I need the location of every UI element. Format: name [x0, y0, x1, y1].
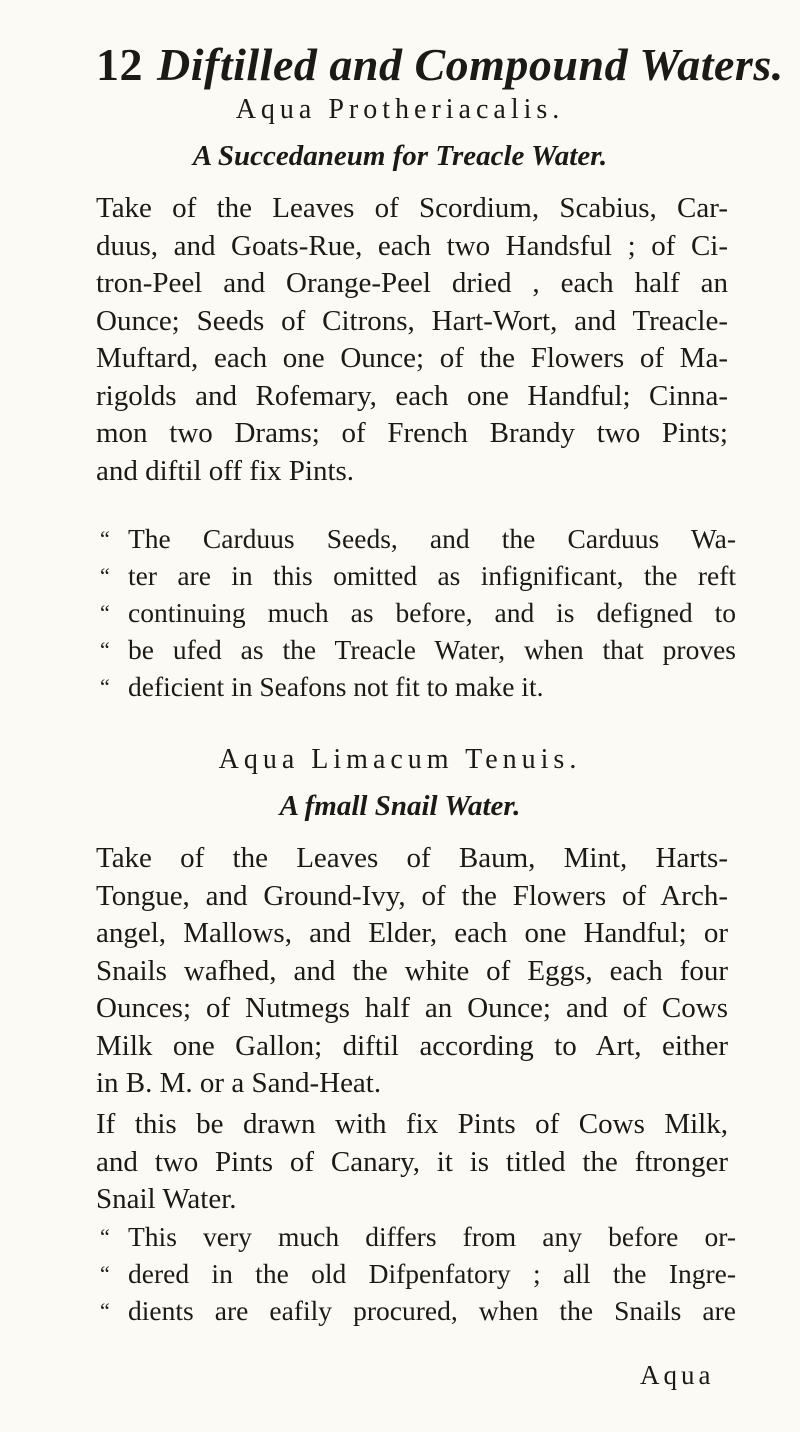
running-title: Diftilled and Compound Waters.	[157, 39, 784, 90]
quote-mark: “	[100, 1298, 110, 1323]
quote-line: “ dered in the old Difpenfatory ; all the Ingre-	[100, 1255, 736, 1292]
quote-mark: “	[100, 563, 110, 588]
running-header	[96, 38, 784, 91]
page-number: 12	[96, 39, 143, 90]
text-line: Snail Water.	[96, 1183, 237, 1215]
quote-line: “ The Carduus Seeds, and the Carduus Wa-	[100, 520, 736, 557]
text-line: mon two Drams; of French Brandy two Pints;	[96, 417, 728, 449]
text-line: Milk one Gallon; diftil according to Art, either	[96, 1029, 728, 1062]
recipe-note	[96, 1106, 728, 1219]
quote-mark: “	[100, 674, 110, 699]
text-line: angel, Mallows, and Elder, each one Handful; or	[96, 917, 728, 949]
quote-mark: “	[100, 637, 110, 662]
quote-line: “ continuing much as before, and is defigned to	[100, 594, 736, 631]
recipe-body	[96, 190, 728, 490]
recipe-heading: Aqua Protheriacalis.	[235, 94, 565, 125]
quote-mark: “	[100, 600, 110, 625]
text-line: and diftil off fix Pints.	[96, 454, 355, 487]
text-line: in B. M. or a Sand-Heat.	[96, 1067, 382, 1099]
quote-line: “ ter are in this omitted as infignificant, the reft	[100, 557, 736, 594]
commentary-quote	[100, 520, 736, 705]
recipe-body	[96, 840, 728, 1103]
text-line: Muftard, each one Ounce; of the Flowers of Ma-	[96, 342, 728, 374]
quote-line: “ deficient in Seafons not fit to make it.	[100, 668, 736, 705]
catchword: Aqua	[640, 1360, 715, 1390]
quote-mark: “	[100, 1261, 110, 1286]
quote-mark: “	[100, 1224, 110, 1249]
text-line: rigolds and Rofemary, each one Handful; Cinna-	[96, 379, 728, 412]
quote-mark: “	[100, 526, 110, 551]
text-line: Tongue, and Ground-Ivy, of the Flowers of Arch-	[96, 879, 728, 912]
text-line: tron-Peel and Orange-Peel dried , each half an	[96, 267, 728, 299]
recipe-subtitle: A Succedaneum for Treacle Water.	[192, 140, 608, 172]
recipe-subtitle: A fmall Snail Water.	[279, 790, 521, 822]
text-line: Ounces; of Nutmegs half an Ounce; and of Cows	[96, 992, 728, 1024]
quote-line: “ dients are eafily procured, when the Snails are	[100, 1292, 736, 1329]
quote-line: “ This very much differs from any before or-	[100, 1218, 736, 1255]
text-line: and two Pints of Canary, it is titled the ftronger	[96, 1145, 728, 1178]
recipe-heading: Aqua Limacum Tenuis.	[218, 744, 582, 775]
text-line: Snails wafhed, and the white of Eggs, each four	[96, 954, 728, 987]
text-line: If this be drawn with fix Pints of Cows Milk,	[96, 1108, 728, 1140]
text-line: Ounce; Seeds of Citrons, Hart-Wort, and Treacle-	[96, 304, 728, 337]
commentary-quote	[100, 1218, 736, 1329]
text-line: Take of the Leaves of Baum, Mint, Harts-	[96, 842, 728, 874]
quote-line: “ be ufed as the Treacle Water, when that proves	[100, 631, 736, 668]
text-line: duus, and Goats-Rue, each two Handsful ; of Ci-	[96, 229, 728, 262]
text-line: Take of the Leaves of Scordium, Scabius, Car-	[96, 192, 728, 224]
